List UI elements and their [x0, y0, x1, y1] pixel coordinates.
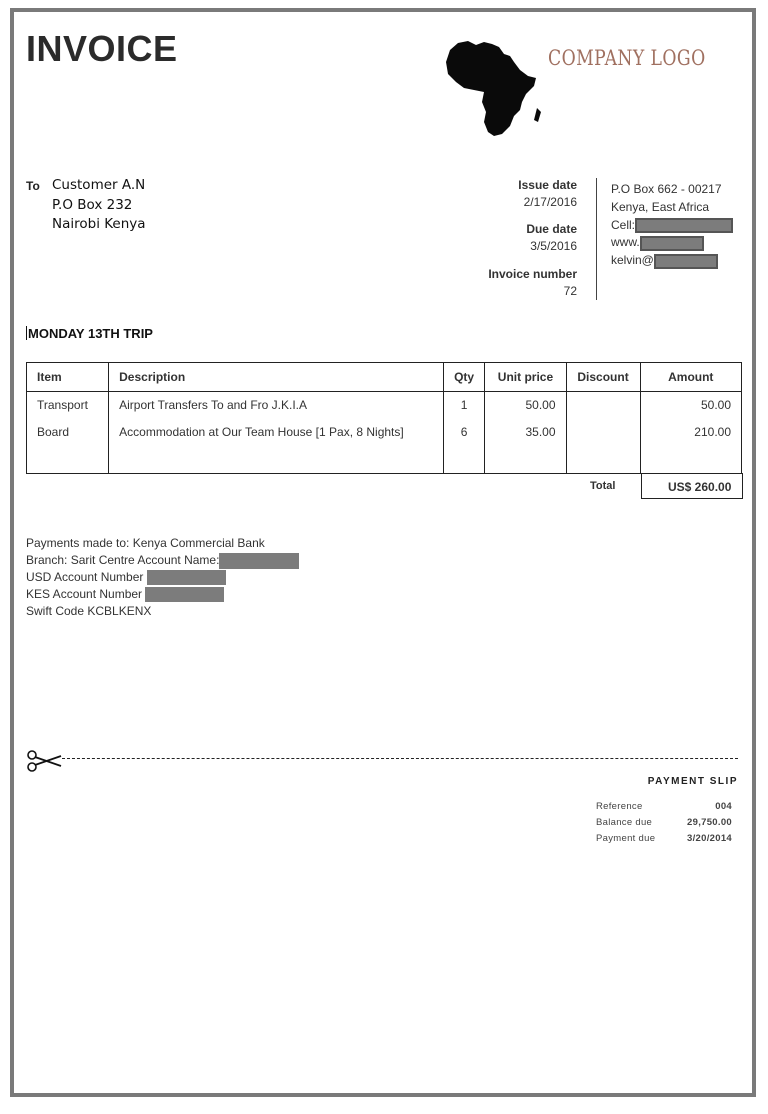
branch-text: Branch: Sarit Centre Account Name: — [26, 553, 220, 567]
slip-row-reference — [596, 799, 732, 815]
due-date-value: 3/5/2016 — [530, 239, 577, 253]
due-date-label: Due date — [526, 222, 577, 236]
web-label: www. — [611, 235, 640, 250]
customer-name: Customer A.N — [52, 177, 146, 193]
cell-qty: 6 — [443, 419, 485, 446]
balance-value: 29,750.00 — [687, 817, 732, 828]
cell-description: Accommodation at Our Team House [1 Pax, 8 Nights] — [109, 419, 444, 446]
col-header-discount: Discount — [566, 363, 640, 392]
redacted-block — [219, 553, 299, 569]
usd-account-text: USD Account Number — [26, 570, 144, 584]
branch-line — [26, 552, 299, 569]
col-header-amount: Amount — [640, 363, 741, 392]
payment-slip — [596, 799, 732, 847]
cell-amount: 50.00 — [640, 392, 741, 419]
redacted-block — [654, 254, 718, 269]
scissors-icon — [26, 750, 62, 772]
reference-value: 004 — [715, 801, 732, 812]
usd-account-line — [26, 569, 299, 586]
trip-title — [26, 326, 153, 341]
invoice-number-label: Invoice number — [488, 267, 577, 281]
divider — [596, 178, 597, 300]
cell-item: Transport — [27, 392, 109, 419]
col-header-description: Description — [109, 363, 444, 392]
payment-slip-title: PAYMENT SLIP — [647, 776, 738, 787]
col-header-qty: Qty — [443, 363, 485, 392]
cell-label: Cell: — [611, 217, 636, 232]
company-region: Kenya, East Africa — [611, 199, 710, 214]
table-row — [27, 392, 742, 419]
company-logo-text: COMPANY LOGO — [548, 46, 706, 70]
payment-due-value: 3/20/2014 — [687, 833, 732, 844]
cell-discount — [566, 392, 640, 419]
cut-line — [62, 758, 738, 759]
trip-title-text: MONDAY 13TH TRIP — [28, 326, 153, 341]
payment-due-label: Payment due — [596, 833, 656, 844]
swift-line: Swift Code KCBLKENX — [26, 604, 152, 618]
company-cell — [611, 217, 733, 235]
company-email — [611, 252, 733, 270]
col-header-unit-price: Unit price — [485, 363, 566, 392]
issue-date-label: Issue date — [518, 178, 577, 192]
due-date — [427, 222, 577, 253]
balance-label: Balance due — [596, 817, 653, 828]
text-cursor — [26, 326, 27, 340]
cell-unit-price: 35.00 — [485, 419, 566, 446]
table-row — [27, 446, 742, 474]
email-label: kelvin@ — [611, 253, 654, 268]
total-label: Total — [590, 480, 616, 492]
cell-description: Airport Transfers To and Fro J.K.I.A — [109, 392, 444, 419]
invoice-title: INVOICE — [26, 28, 178, 69]
kes-account-line — [26, 586, 299, 603]
invoice-items-table — [26, 362, 742, 474]
company-address — [611, 181, 733, 270]
redacted-block — [635, 218, 733, 233]
customer-box: P.O Box 232 — [52, 196, 133, 213]
kes-account-text: KES Account Number — [26, 587, 143, 601]
redacted-block — [147, 570, 226, 585]
company-box: P.O Box 662 - 00217 — [611, 182, 722, 196]
cell-item: Board — [27, 419, 109, 446]
total-box — [641, 473, 743, 499]
invoice-number — [427, 267, 577, 298]
redacted-block — [145, 587, 224, 602]
issue-date — [427, 178, 577, 209]
issue-date-value: 2/17/2016 — [523, 195, 577, 209]
bill-to-label: To — [26, 179, 40, 193]
reference-label: Reference — [596, 801, 643, 812]
col-header-item: Item — [27, 363, 109, 392]
bill-to-address — [52, 176, 146, 235]
table-row — [27, 419, 742, 446]
company-website — [611, 234, 733, 252]
slip-row-payment-due — [596, 831, 732, 847]
cell-unit-price: 50.00 — [485, 392, 566, 419]
cell-qty: 1 — [443, 392, 485, 419]
cell-amount: 210.00 — [640, 419, 741, 446]
bank-line: Payments made to: Kenya Commercial Bank — [26, 536, 265, 550]
total-value: US$ 260.00 — [668, 480, 732, 494]
cell-discount — [566, 419, 640, 446]
payment-details — [26, 535, 299, 620]
redacted-block — [640, 236, 704, 251]
africa-map-icon — [444, 36, 544, 140]
invoice-number-value: 72 — [563, 284, 577, 298]
table-header-row — [27, 363, 742, 392]
customer-city: Nairobi Kenya — [52, 216, 146, 232]
slip-row-balance — [596, 815, 732, 831]
